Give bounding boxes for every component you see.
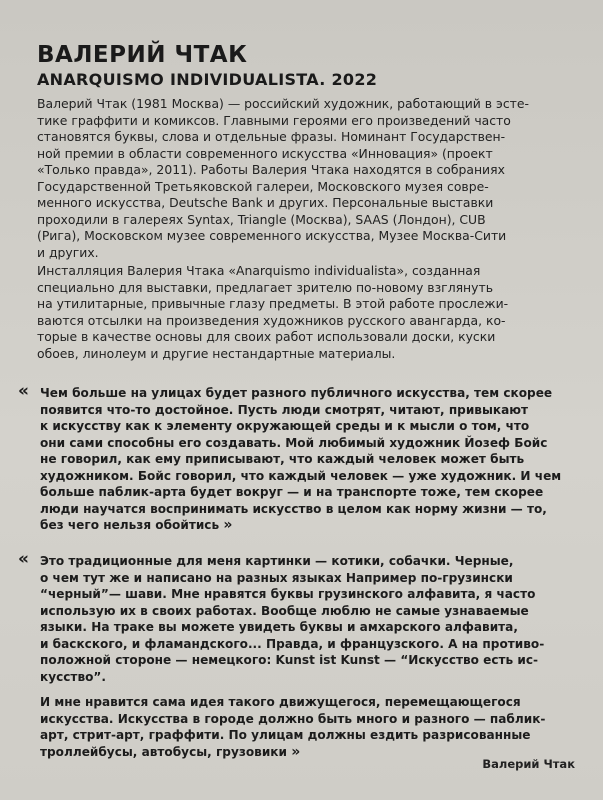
artist-quote-1	[18, 381, 578, 534]
quote-line: к искусству как к элементу окружающей среды и к мысли о том, что	[40, 419, 530, 433]
quote-paragraph-1	[40, 553, 578, 685]
quote-body	[40, 553, 578, 760]
bio-line: и других.	[37, 244, 99, 260]
quote-line-text: без чего нельзя обойтись	[40, 518, 220, 532]
artist-quote-2	[18, 549, 578, 760]
quote-line: они сами способны его создавать. Мой любимый художник Йозеф Бойс	[40, 435, 548, 450]
quote-line: кусство”.	[40, 669, 106, 684]
bio-line: проходили в галереях Syntax, Triangle (Москва), SAAS (Лондон), CUB	[37, 211, 486, 227]
quote-paragraph-2	[40, 694, 578, 760]
quote-body	[40, 385, 578, 534]
bio-line: «Только правда», 2011). Работы Валерия Чтака находятся в собраниях	[37, 162, 505, 177]
quote-line: появится что-то достойное. Пусть люди смотрят, читают, привыкают	[40, 402, 529, 417]
quote-line: больше паблик-арта будет вокруг — и на транспорте тоже, тем скорее	[40, 485, 544, 499]
bio-line: на утилитарные, привычные глазу предметы. В этой работе прослежи-	[37, 296, 509, 311]
quote-line: положной стороне — немецкого: Kunst ist Kunst — “Искусство есть ис-	[40, 653, 539, 667]
quote-last-line	[40, 517, 578, 534]
bio-line: торые в качестве основы для своих работ использовали доски, куски	[37, 329, 496, 344]
quote-line: языки. На траке вы можете увидеть буквы и амхарского алфавита,	[40, 620, 518, 634]
artist-biography	[37, 96, 577, 362]
bio-line: Инсталляция Валерия Чтака «Anarquismo individualista», созданная	[37, 263, 481, 278]
quote-line-text: троллейбусы, автобусы, грузовики	[40, 744, 287, 759]
quote-line: и баскского, и фламандского... Правда, и французского. А на противо-	[40, 636, 545, 651]
quote-line: не говорил, как ему приписывают, что каждый человек может быть	[40, 452, 525, 466]
quote-line: “черный”— шави. Мне нравятся буквы грузинского алфавита, я часто	[40, 587, 536, 601]
open-quote-mark: «	[18, 549, 29, 569]
quote-line: художником. Бойс говорил, что каждый человек — уже художник. И чем	[40, 468, 562, 483]
artwork-title: ANARQUISMO INDIVIDUALISTA. 2022	[37, 70, 378, 89]
bio-paragraph-2	[37, 263, 577, 362]
close-quote-mark: »	[223, 517, 233, 533]
bio-line: (Рига), Московском музее современного искусства, Музее Москва-Сити	[37, 228, 507, 243]
quote-line: Это традиционные для меня картинки — котики, собачки. Черные,	[40, 554, 514, 568]
quote-line: И мне нравится сама идея такого движущегося, перемещающегося	[40, 695, 521, 709]
close-quote-mark: »	[291, 743, 301, 760]
open-quote-mark: «	[18, 381, 29, 401]
quote-line: о чем тут же и написано на разных языках Например по-грузински	[40, 570, 513, 585]
bio-line: менного искусства, Deutsche Bank и других. Персональные выставки	[37, 195, 494, 210]
bio-line: ваются отсылки на произведения художников русского авангарда, ко-	[37, 312, 506, 328]
bio-line: тике граффити и комиксов. Главными героями его произведений часто	[37, 112, 511, 128]
quote-line: люди научатся воспринимать искусство в целом как норму жизни — то,	[40, 501, 547, 516]
quote-line: арт, стрит-арт, граффити. По улицам должны ездить разрисованные	[40, 728, 531, 742]
bio-paragraph-1	[37, 96, 577, 261]
artist-name: ВАЛЕРИЙ ЧТАК	[37, 42, 248, 68]
bio-line: специально для выставки, предлагает зрителю по-новому взглянуть	[37, 279, 494, 295]
bio-line: обоев, линолеум и другие нестандартные материалы.	[37, 345, 396, 361]
bio-line: становятся буквы, слова и отдельные фразы. Номинант Государствен-	[37, 129, 506, 144]
bio-line: Государственной Третьяковской галереи, Московского музея совре-	[37, 178, 489, 194]
quote-line: Чем больше на улицах будет разного публичного искусства, тем скорее	[40, 386, 553, 400]
bio-line: ной премии в области современного искусства «Инновация» (проект	[37, 145, 493, 161]
quote-line: искусства. Искусства в городе должно быть много и разного — паблик-	[40, 711, 546, 726]
bio-line: Валерий Чтак (1981 Москва) — российский художник, работающий в эсте-	[37, 96, 529, 111]
quote-line: использую их в своих работах. Вообще люблю не самые узнаваемые	[40, 603, 529, 618]
quote-author-signature: Валерий Чтак	[482, 757, 575, 771]
